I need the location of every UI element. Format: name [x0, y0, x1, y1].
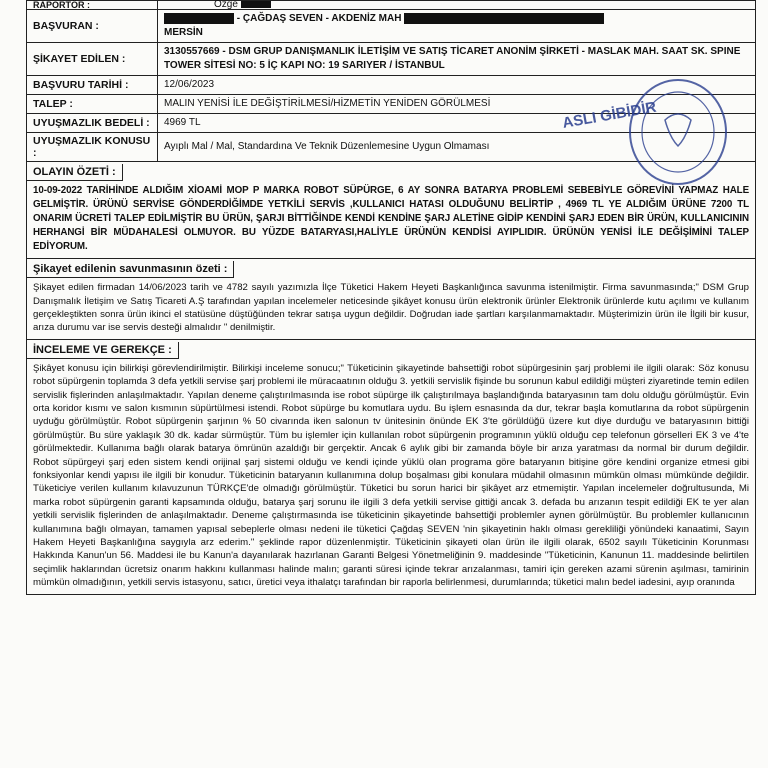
talep-label: TALEP :	[27, 95, 158, 114]
redaction-block	[404, 13, 604, 24]
olayin-ozeti-title: OLAYIN ÖZETİ :	[27, 164, 123, 181]
raportor-label: RAPORTÖR :	[27, 1, 158, 10]
savunma-section	[26, 259, 756, 340]
raportor-value	[158, 1, 756, 10]
redaction-block	[164, 13, 234, 24]
basvuran-name: - ÇAĞDAŞ SEVEN - AKDENİZ MAH	[236, 13, 402, 25]
bedel-label: UYUŞMAZLIK BEDELİ :	[27, 114, 158, 133]
inceleme-body: Şikâyet konusu için bilirkişi görevlendirilmiştir. Bilirkişi inceleme sonucu;" Tüketicinin şikayetinde bahsettiği robot süpürgesinin şarj problemi ile ilgili olarak: Söz konusu robot süpürgenin toplamda 3 defa yetkili servise şarj problemi ile müracaatının olduğu 3. yetkili servislik fişinde bu sorunun kabul edildiği müşteri ziyaretinde temin edilen servislik fişlerinden anlaşılmaktadır. Yapılan deneme çalıştırılmasında ise robot süpürge ilk çalıştırılmaya başlandığında bataryasının tam dolu olduğu görülmüştür. Evin orta koridor kısmı ve salon kısmının süpürtülmesi istendi. Robot süpürge bu komutlara uydu. Bu işlem esnasında da dur, tekrar başla komutlarına da robot süpürgenin uyduğu görülmüştür. Robot süpürgenin şarjının % 50 civarında iken salonun tv ünitesinin önünde EK 3'te görüldüğü üzere kut diye durduğu ve bataryasının bittiği görülmüştür. Bu süre yaklaşık 30 dk. kadar sürmüştür. Tüm bu işlemler için kullanılan robot süpürgenin programının yüklü olduğu cep telefonun görselleri EK 3 ve 4'te görülmektedir. Kullanıma bağlı olarak batarya ömrünün azaldığı bir gerçektir. Ancak 6 aylık gibi bir zamanda böyle bir arıza yaratması da normal bir durum değildir. Robot süpürgeyi şarj eden sistem kendi orijinal şarj sistemi olduğu ve kendi içinde yüklü olan programa göre bataryanın bitişine göre kendini organize etmesi gibi fonksiyonlar kendi yapısı ile ilgili bir konudur. Tüketicinin bataryanın kullanımına dolup boşalması gibi konulara müdahil olmasının mümkün olması mümkünde değildir. Tüketiciye verilen kullanım kılavuzunun TÜRKÇE'de olmadığı görülmüştür. Tüketici bu sorun harici bir şikâyet arz etmemiştir. Yapılan incelemeler doğrultusunda, Mi marka robot süpürgenin garanti kapsamında olduğu, batarya şarj sorunu ile ilgili 3 defa yetkili servise gittiği ancak 3. defada bu arızanın tespit edildiği EK te yer alan yetkili servislik fişlerinden de anlaşılmaktadır. Deneme çalıştırmasında ise tüketicinin şikayetinde bahsettiği problemler aynen görülmüştür. Bu problemler kullanıcının kullanımına bağlı olmayan, tamamen yapısal sebeplerle olması nedeni ile tüketici Çağdaş SEVEN 'nin şikayetinin haklı olması gerekliliği yönündeki kanaatimi, Sayın Hakem Heyeti Başkanlığına saygıyla arz ederim." şeklinde rapor düzenlenmiştir. Tüketicinin şikayeti olan ürün ile ilgili olarak, 6502 sayılı Tüketicinin Korunması Hakkında Kanun'un 56. Maddesi ile bu Kanun'a dayanılarak hazırlanan Garanti Belgesi Yönetmeliğinin 9. maddesinde "Tüketicinin, Kanunun 11. maddesinde belirtilen seçimlik haklarından ücretsiz onarım hakkını kullanması halinde malın; garanti süresi içinde tekrar arızalanması, tamiri için gereken azami sürenin aşılması, tamirinin mümkün olmadığının, yetkili servis istasyonu, satıcı, üretici veya ithalatçı tarafından bir raporla belirlenmesi, durumlarında; tüketici malın bedel iadesini, ayıp oranında	[33, 362, 749, 589]
basvuru-tarihi-row	[27, 76, 756, 95]
konu-label: UYUŞMAZLIK KONUSU :	[27, 133, 158, 162]
basvuran-label: BAŞVURAN :	[27, 10, 158, 43]
talep-row	[27, 95, 756, 114]
basvuru-tarihi-label: BAŞVURU TARİHİ :	[27, 76, 158, 95]
inceleme-title: İNCELEME VE GEREKÇE :	[27, 342, 179, 359]
sikayet-edilen-row	[27, 43, 756, 76]
bedel-value: 4969 TL	[158, 114, 756, 133]
konu-row	[27, 133, 756, 162]
savunma-body: Şikayet edilen firmadan 14/06/2023 tarih ve 4782 sayılı yazımızla İlçe Tüketici Hakem Heyeti Başkanlığınca savunma istenilmiştir. Firma savunmasında;" DSM Grup Danışmalık İletişim ve Satış Ticareti A.Ş tarafından yapılan incelemeler neticesinde şikâyet konusu ürün elektronik ürünler Elektronik ürünlerde kutu açılımı ve kullanım gerçekleştikten sonra ürün ikinci el statüsüne düştüğünden tekrar satışa uygun değildir. Doğrudan iade şartları karşılanmamaktadır. Müşterimizin ürün ile İlgili bir kusur, arıza durumu var ise servis desteği almalıdır " denilmiştir.	[33, 282, 749, 334]
olayin-ozeti-section	[26, 162, 756, 259]
basvuru-tarihi-value: 12/06/2023	[158, 76, 756, 95]
bedel-row	[27, 114, 756, 133]
basvuran-row	[27, 10, 756, 43]
inceleme-section	[26, 340, 756, 595]
basvuran-city: MERSİN	[164, 27, 203, 39]
case-info-table	[26, 0, 756, 162]
talep-value: MALIN YENİSİ İLE DEĞİŞTİRİLMESİ/HİZMETİN YENİDEN GÖRÜLMESİ	[158, 95, 756, 114]
raportor-name: Özge	[214, 0, 238, 11]
document-page	[26, 0, 756, 768]
sikayet-edilen-value: 3130557669 - DSM GRUP DANIŞMANLIK İLETİŞİM VE SATIŞ TİCARET ANONİM ŞİRKETİ - MASLAK MAH. SAAT SK. SPINE TOWER SİTESİ NO: 5 İÇ KAPI NO: 19 SARIYER / İSTANBUL	[158, 43, 756, 76]
olayin-ozeti-body: 10-09-2022 TARİHİNDE ALDIĞIM XİOAMİ MOP P MARKA ROBOT SÜPÜRGE, 6 AY SONRA BATARYA PROBLEMİ SEBEBİYLE GÖREVİNİ YAPMAZ HALE GELMİŞTİR. ÜRÜNÜ SERVİSE GÖNDERDİĞİMDE YETKİLİ SERVİS ,KULLANICI HATASI OLDUĞUNU BELİRTİP , 4969 TL YE ALDIĞIM ÜRÜNE 7200 TL ONARIM ÜCRETİ TALEP EDİLMİŞTİR BU ÜRÜN, ŞARJI BİTTİĞİNDE KENDİ KENDİNE ŞARJ ALETİNE GİDİP KENDİNİ ŞARJ EDEN BİR ÜRÜN, KULLANICININ HERHANGİ BİR MÜDAHALESİ OLMUYOR. BU YÜZDE BATARYASI,HALİYLE ÜRÜNÜN KENDİSİ AYIPLIDIR. ÜRÜNÜN YENİSİ İLE DEĞİŞİMİNİ TALEP EDİYORUM.	[33, 185, 749, 253]
redaction-block	[241, 1, 271, 8]
basvuran-value	[158, 10, 756, 43]
raportor-row	[27, 1, 756, 10]
savunma-title: Şikayet edilenin savunmasının özeti :	[27, 261, 234, 278]
sikayet-edilen-label: ŞİKAYET EDİLEN :	[27, 43, 158, 76]
stamp-text: ASLI GİBİDİR	[561, 98, 658, 132]
konu-value: Ayıplı Mal / Mal, Standardına Ve Teknik Düzenlemesine Uygun Olmaması	[158, 133, 756, 162]
